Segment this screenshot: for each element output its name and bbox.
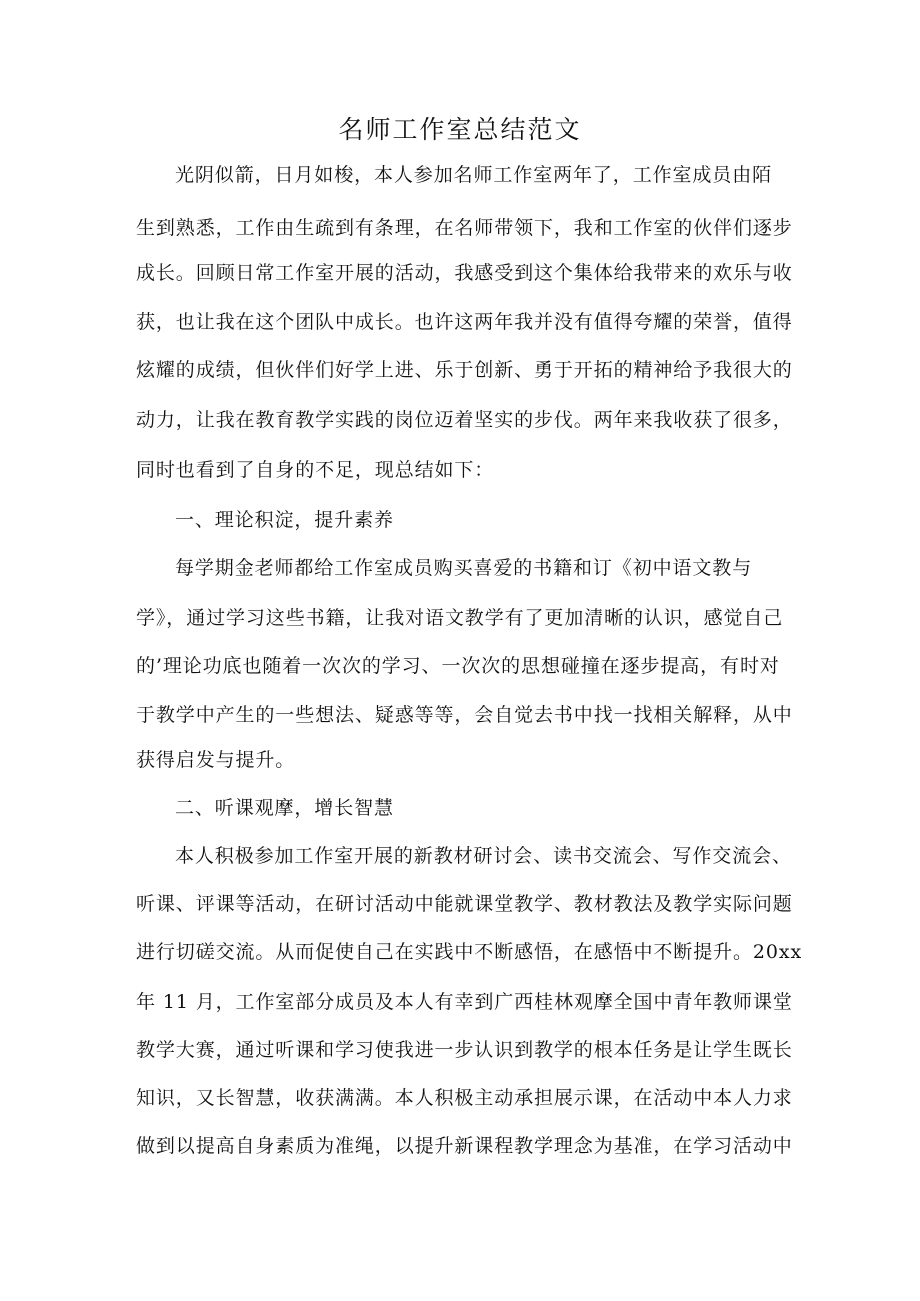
text-line: 年 11 月，工作室部分成员及本人有幸到广西桂林观摩全国中青年教师课堂 xyxy=(136,991,793,1013)
text-line: 进行切磋交流。从而促使自己在实践中不断感悟，在感悟中不断提升。20xx xyxy=(136,941,803,963)
text-line: 教学大赛，通过听课和学习使我进一步认识到教学的根本任务是让学生既长 xyxy=(136,1039,793,1061)
section-heading: 一、理论积淀，提升素养 xyxy=(175,509,394,531)
page-title: 名师工作室总结范文 xyxy=(338,115,582,144)
text-line: 听课、评课等活动，在研讨活动中能就课堂教学、教材教法及教学实际问题 xyxy=(136,893,793,915)
text-line: 学》，通过学习这些书籍，让我对语文教学有了更加清晰的认识，感觉自己 xyxy=(136,607,784,629)
text-line: 光阴似箭，日月如梭，本人参加名师工作室两年了，工作室成员由陌 xyxy=(175,164,773,186)
text-line: 成长。回顾日常工作室开展的活动，我感受到这个集体给我带来的欢乐与收 xyxy=(136,262,793,284)
text-line: 每学期金老师都给工作室成员购买喜爱的书籍和订《初中语文教与 xyxy=(175,557,753,579)
text-line: 获得启发与提升。 xyxy=(136,749,296,771)
text-line: 获，也让我在这个团队中成长。也许这两年我并没有值得夸耀的荣誉，值得 xyxy=(136,311,793,333)
section-heading: 二、听课观摩，增长智慧 xyxy=(175,797,394,819)
text-line: 知识，又长智慧，收获满满。本人积极主动承担展示课，在活动中本人力求 xyxy=(136,1087,793,1109)
text-line: 生到熟悉，工作由生疏到有条理，在名师带领下，我和工作室的伙伴们逐步 xyxy=(136,217,793,239)
text-line: 本人积极参加工作室开展的新教材研讨会、读书交流会、写作交流会、 xyxy=(175,845,792,867)
text-line: 于教学中产生的一些想法、疑惑等等，会自觉去书中找一找相关解释，从中 xyxy=(136,704,793,726)
text-line: 炫耀的成绩，但伙伴们好学上进、乐于创新、勇于开拓的精神给予我很大的 xyxy=(136,359,793,381)
text-line: 同时也看到了自身的不足，现总结如下： xyxy=(136,459,495,481)
text-line: 做到以提高自身素质为准绳，以提升新课程教学理念为基准，在学习活动中 xyxy=(136,1135,793,1157)
text-line: 的’理论功底也随着一次次的学习、一次次的思想碰撞在逐步提高，有时对 xyxy=(136,655,780,677)
text-line: 动力，让我在教育教学实践的岗位迈着坚实的步伐。两年来我收获了很多， xyxy=(136,409,793,431)
